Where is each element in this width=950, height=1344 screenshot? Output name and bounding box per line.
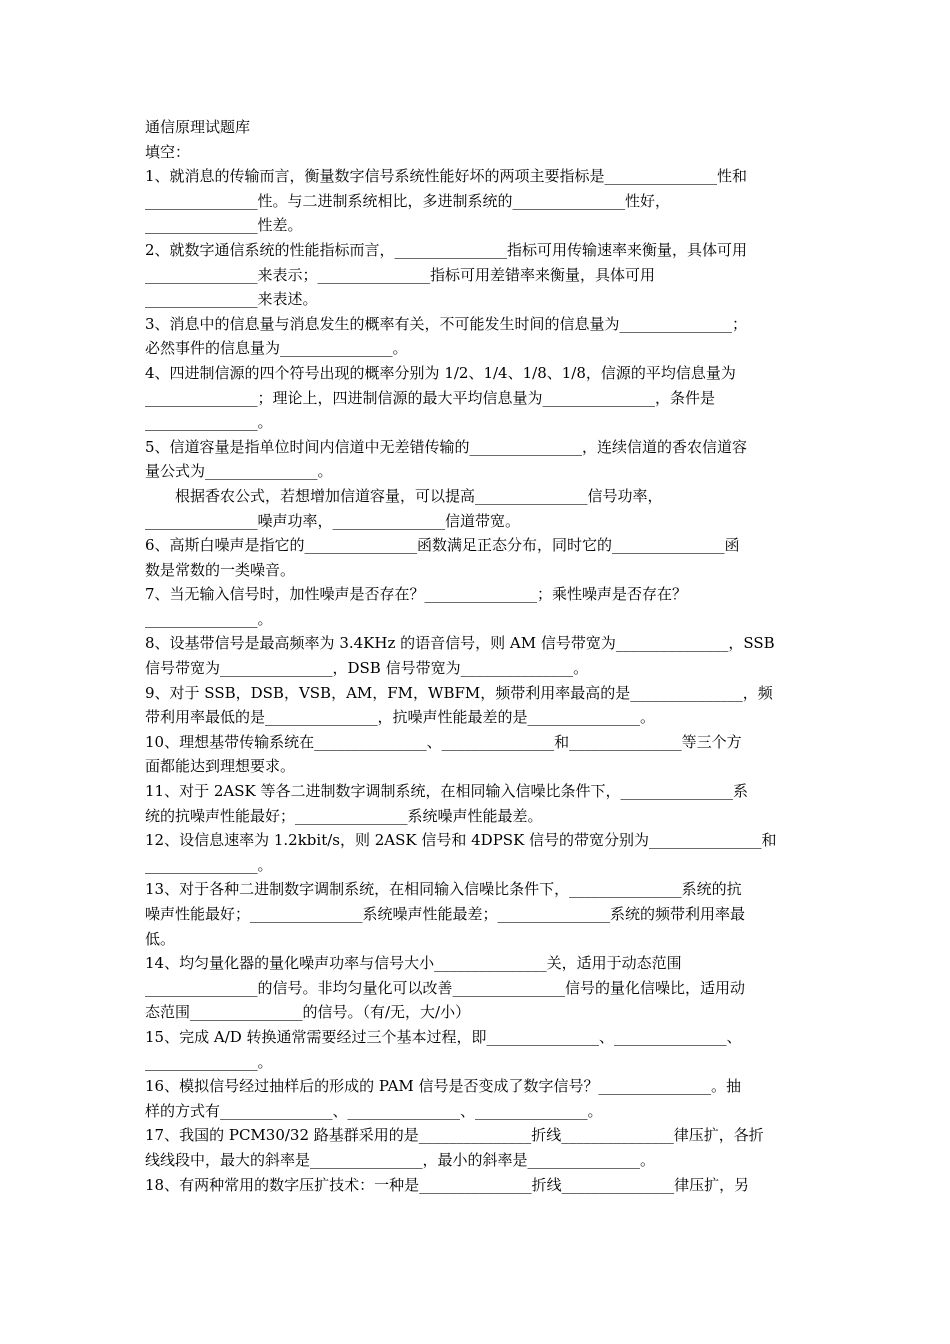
question-line: 10、理想基带传输系统在_______________、_______________和_______________等三个方 [145,732,742,751]
question-line: 态范围_______________的信号。（有/无，大/小） [145,1003,471,1022]
question-line: 13、对于各种二进制数字调制系统，在相同输入信噪比条件下，_______________系统的抗 [145,880,742,899]
question-line: 15、完成 A/D 转换通常需要经过三个基本过程，即_______________、_______________、 [145,1027,742,1046]
question-line: 1、就消息的传输而言，衡量数字信号系统性能好坏的两项主要指标是_______________性和 [145,167,748,186]
question-line: 17、我国的 PCM30/32 路基群采用的是_______________折线_______________律压扩，各折 [145,1126,764,1145]
question-14 [145,951,807,1025]
question-13 [145,877,807,951]
question-line: 线线段中，最大的斜率是_______________，最小的斜率是_______________。 [145,1150,656,1169]
question-line: 信号带宽为_______________，DSB 信号带宽为_______________。 [145,659,589,678]
question-15 [145,1025,807,1074]
question-4 [145,361,807,435]
question-17 [145,1123,807,1172]
question-8 [145,631,807,680]
question-5 [145,435,807,533]
question-line: _______________的信号。非均匀量化可以改善_______________信号的量化信噪比，适用动 [145,978,746,997]
question-line: _______________。 [145,413,273,432]
question-line: 11、对于 2ASK 等各二进制数字调制系统，在相同输入信噪比条件下，_______________系 [145,782,748,801]
question-line: _______________性。与二进制系统相比，多进制系统的_______________性好， [145,191,671,210]
question-line: 数是常数的一类噪音。 [145,560,296,579]
question-line: _______________；理论上，四进制信源的最大平均信息量为_______________，条件是 [145,388,716,407]
question-line: 9、对于 SSB，DSB，VSB，AM，FM，WBFM，频带利用率最高的是_______________，频 [145,683,773,702]
question-line: 5、信道容量是指单位时间内信道中无差错传输的_______________，连续信道的香农信道容 [145,437,748,456]
question-line: _______________。 [145,1052,273,1071]
question-line: 量公式为_______________。 [145,462,333,481]
question-line: _______________。 [145,855,273,874]
question-11 [145,779,807,828]
document-page [145,115,807,1197]
question-line: 7、当无输入信号时，加性噪声是否存在？_______________；乘性噪声是否存在？ [145,585,688,604]
question-16 [145,1074,807,1123]
question-line: 14、均匀量化器的量化噪声功率与信号大小_______________关，适用于动态范围 [145,954,682,973]
question-line: _______________噪声功率，_______________信道带宽。 [145,511,521,530]
question-line: 面都能达到理想要求。 [145,757,296,776]
question-line: 12、设信息速率为 1.2kbit/s，则 2ASK 信号和 4DPSK 信号的带宽分别为_______________和 [145,831,777,850]
question-line: 3、消息中的信息量与消息发生的概率有关，不可能发生时间的信息量为_______________； [145,314,748,333]
question-line: 4、四进制信源的四个符号出现的概率分别为 1/2、1/4、1/8、1/8，信源的平均信息量为 [145,363,736,382]
question-line: 根据香农公式，若想增加信道容量，可以提高_______________信号功率， [175,486,663,505]
question-6 [145,533,807,582]
question-line: 噪声性能最好；_______________系统噪声性能最差；_______________系统的频带利用率最 [145,905,746,923]
question-line: 8、设基带信号是最高频率为 3.4KHz 的语音信号，则 AM 信号带宽为_______________，SSB [145,634,775,653]
question-line: 16、模拟信号经过抽样后的形成的 PAM 信号是否变成了数字信号？_______________。抽 [145,1077,742,1096]
question-line: 样的方式有_______________、_______________、_______________。 [145,1101,603,1120]
question-line: 带利用率最低的是_______________，抗噪声性能最差的是_______________。 [145,708,656,727]
document-title: 通信原理试题库 [145,118,251,136]
question-line: _______________性差。 [145,216,303,235]
question-10 [145,730,807,779]
question-1 [145,164,807,238]
question-line: _______________。 [145,609,273,628]
question-line: _______________来表述。 [145,290,318,309]
question-7 [145,582,807,631]
question-line: 低。 [145,929,176,948]
question-line: _______________来表示；_______________指标可用差错率来衡量，具体可用 [145,265,656,284]
question-line: 2、就数字通信系统的性能指标而言，_______________指标可用传输速率来衡量，具体可用 [145,240,748,259]
question-12 [145,828,807,877]
question-3 [145,312,807,361]
question-18 [145,1173,807,1198]
question-line: 6、高斯白噪声是指它的_______________函数满足正态分布，同时它的_______________函 [145,536,740,555]
question-line: 18、有两种常用的数字压扩技术：一种是_______________折线_______________律压扩，另 [145,1175,750,1194]
question-line: 统的抗噪声性能最好；_______________系统噪声性能最差。 [145,806,543,825]
question-9 [145,681,807,730]
question-line: 必然事件的信息量为_______________。 [145,339,408,358]
question-2 [145,238,807,312]
section-heading: 填空： [145,142,191,161]
